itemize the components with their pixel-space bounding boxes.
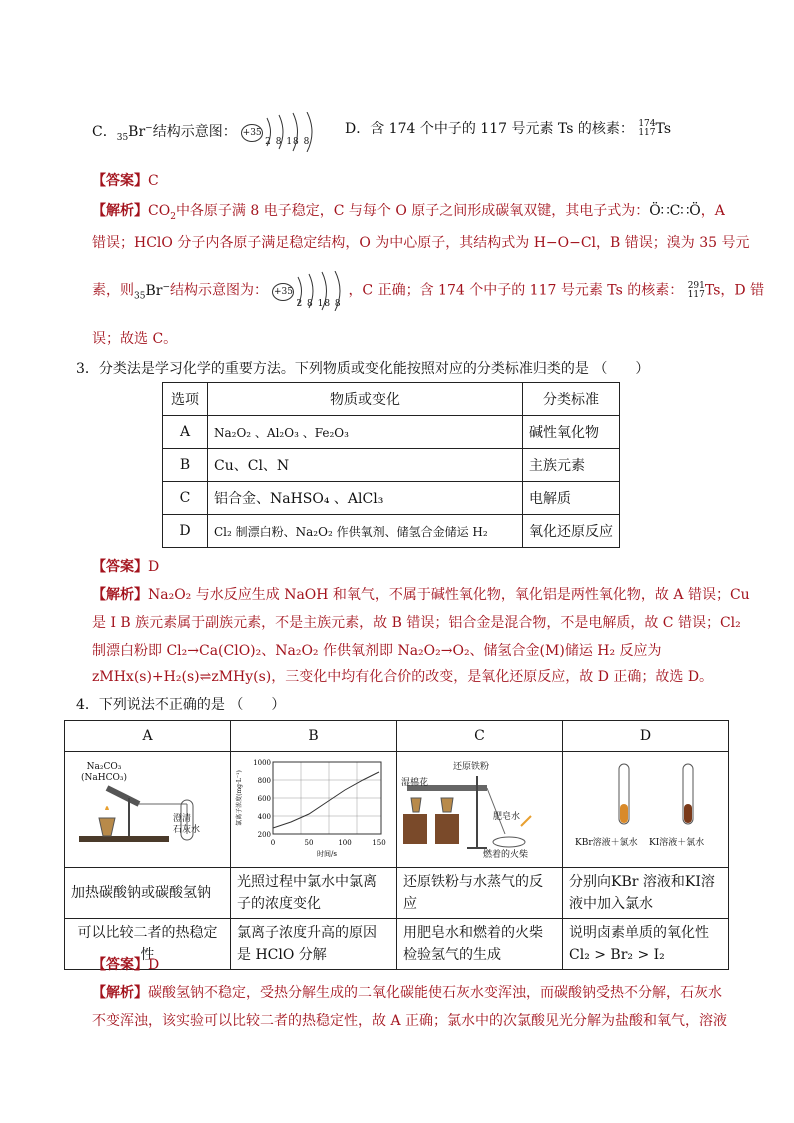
fig-b-ylabel: 氯离子浓度(mg·L⁻¹) xyxy=(236,770,243,826)
q3-analysis-label: 【解析】 xyxy=(92,587,148,603)
q4-answer-label: 【答案】 xyxy=(92,957,148,973)
q4-row2-b: 光照过程中氯水中氯离子的浓度变化 xyxy=(231,868,397,919)
q3-row-a-substance: Na₂O₂ 、Al₂O₃ 、Fe₂O₃ xyxy=(208,416,523,449)
q3-row-d-standard: 氧化还原反应 xyxy=(523,515,620,548)
q3-analysis-text-1: Na₂O₂ 与水反应生成 NaOH 和氧气，不属于碱性氧化物，氧化铝是两性氧化物，故 A 错误；Cu xyxy=(148,587,750,603)
fig-b-ytick-800: 800 xyxy=(257,777,271,785)
q2-analysis-atomic-number: 117 xyxy=(687,289,705,300)
q4-row3-a: 可以比较二者的热稳定性 xyxy=(65,919,231,970)
q3-analysis-line-3: 制漂白粉即 Cl₂→Ca(ClO)₂、Na₂O₂ 作供氧剂即 Na₂O₂→O₂、储氢合金(M)储运 H₂ 反应为 xyxy=(92,643,662,659)
fig-b-xtick-100: 100 xyxy=(338,839,352,847)
q3-header-standard: 分类标准 xyxy=(523,383,620,416)
q4-row2-a: 加热碳酸钠或碳酸氢钠 xyxy=(65,868,231,919)
q3-row-b-substance: Cu、Cl、N xyxy=(208,449,523,482)
q4-table xyxy=(64,720,729,970)
table-row xyxy=(65,868,729,919)
q4-analysis-line-2: 不变浑浊，该实验可以比较二者的热稳定性，故 A 正确；氯水中的次氯酸见光分解为盐酸和氧气，溶液 xyxy=(92,1013,728,1029)
q3-analysis-line-2: 是 I B 族元素属于副族元素，不是主族元素，故 B 错误；铝合金是混合物，不是电解质，故 C 错误；Cl₂ xyxy=(92,615,741,631)
q2-analysis-mass-number: 291 xyxy=(687,280,705,291)
q3-header-substance: 物质或变化 xyxy=(208,383,523,416)
q3-row-b-standard: 主族元素 xyxy=(523,449,620,482)
table-row xyxy=(163,482,620,515)
fig-b-xtick-0: 0 xyxy=(270,839,276,847)
fig-b-xlabel: 时间/s xyxy=(317,850,337,858)
q4-header-a: A xyxy=(65,721,231,752)
fig-b-ytick-200: 200 xyxy=(257,831,271,839)
q3-analysis-line-1 xyxy=(92,584,750,604)
q2-analysis-text-1b: ，A xyxy=(700,203,725,219)
q4-row2-c: 还原铁粉与水蒸气的反应 xyxy=(397,868,563,919)
fig-c-label-match: 燃着的火柴 xyxy=(483,850,529,860)
q4-row3-b: 氯离子浓度升高的原因是 HClO 分解 xyxy=(231,919,397,970)
fig-b-ytick-600: 600 xyxy=(257,795,271,803)
q2-analysis-text-3c: ，C 正确；含 174 个中子的 117 号元素 Ts 的核素： xyxy=(348,282,684,299)
q2-analysis-text-3a: 素，则 xyxy=(92,282,134,299)
chloride-concentration-chart xyxy=(231,752,391,860)
q2-analysis-line-1: 【解析】$CO_2$中各原子满 8 电子稳定，C 与每个 O 原子之间形成碳氧双键，其电子式为：Ö∷C∷Ö，A xyxy=(92,203,725,222)
q4-figure-c xyxy=(397,752,563,868)
br-atom-structure-diagram-2 xyxy=(272,271,348,311)
q2-analysis-line-3: 素，则$_{35}$Br−结构示意图为： +35 2 8 18 8 ，C 正确；含 174 个中子的 117 号元素 Ts 的核素： 291 117Ts，D 错 xyxy=(92,268,764,310)
q4-stem: 4．下列说法不正确的是 （ ） xyxy=(76,697,286,713)
fig-b-xtick-50: 50 xyxy=(304,839,314,847)
fig-c-label-wet-cotton: 湿棉花 xyxy=(401,778,429,788)
fig-d-label-ki: KI溶液＋氯水 xyxy=(649,838,705,848)
q4-figure-b xyxy=(231,752,397,868)
q2-answer-value: C xyxy=(148,173,159,189)
q2-option-c-element: Br xyxy=(128,124,146,140)
q2-option-c-text: 结构示意图： xyxy=(152,124,237,140)
q2-option-d-atomic-number: 117 xyxy=(638,128,656,138)
q2-option-c-label: C． xyxy=(92,124,117,140)
table-row xyxy=(163,449,620,482)
q4-header-b: B xyxy=(231,721,397,752)
fig-a-label-nahco3: (NaHCO₃) xyxy=(81,773,127,783)
fig-a-label-limewater-1: 澄清 xyxy=(173,814,192,824)
q2-option-d-symbol: Ts xyxy=(655,121,672,137)
q3-row-c-standard: 电解质 xyxy=(523,482,620,515)
table-row xyxy=(163,416,620,449)
q4-row3-c: 用肥皂水和燃着的火柴检验氢气的生成 xyxy=(397,919,563,970)
q2-analysis-co2: CO xyxy=(148,203,171,219)
fig-b-ytick-1000: 1000 xyxy=(253,759,271,767)
table-row xyxy=(65,919,729,970)
q2-option-c-atomic-number: 35 xyxy=(116,132,129,143)
q3-row-b-option: B xyxy=(163,449,208,482)
atom-shell-arcs-icon xyxy=(272,271,348,311)
atom-shells-2: 2 8 18 8 xyxy=(296,298,342,309)
q4-figure-d xyxy=(563,752,729,868)
q4-header-c: C xyxy=(397,721,563,752)
q3-row-c-option: C xyxy=(163,482,208,515)
q3-answer xyxy=(92,556,159,576)
q3-row-c-substance: 铝合金、NaHSO₄ 、AlCl₃ xyxy=(208,482,523,515)
q4-row3-d: 说明卤素单质的氧化性 Cl₂ > Br₂ > I₂ xyxy=(563,919,729,970)
q2-analysis-text-1: 中各原子满 8 电子稳定，C 与每个 O 原子之间形成碳氧双键，其电子式为： xyxy=(175,203,650,219)
q3-row-a-option: A xyxy=(163,416,208,449)
fig-c-label-soap-water: 肥皂水 xyxy=(493,812,521,822)
q3-answer-label: 【答案】 xyxy=(92,559,148,575)
table-row xyxy=(163,515,620,548)
q4-figure-a xyxy=(65,752,231,868)
q4-answer xyxy=(92,954,159,974)
q2-analysis-text-3b: 结构示意图为： xyxy=(169,282,268,299)
q2-option-c xyxy=(92,112,321,152)
q4-row2-d: 分别向KBr 溶液和KI溶液中加入氯水 xyxy=(563,868,729,919)
fig-a-label-na2co3: Na₂CO₃ xyxy=(86,762,122,772)
q3-row-a-standard: 碱性氧化物 xyxy=(523,416,620,449)
table-row xyxy=(65,752,729,868)
q2-analysis-nuclide-numbers xyxy=(688,282,705,300)
atom-shells: 2 8 18 8 xyxy=(265,137,311,147)
q2-answer xyxy=(92,170,159,190)
q2-option-d-mass-number: 174 xyxy=(638,119,656,129)
q2-analysis-text-3d: Ts，D 错 xyxy=(704,282,765,299)
q2-option-d xyxy=(345,118,671,138)
q3-table xyxy=(162,382,620,548)
atom-nucleus: +35 xyxy=(241,124,263,142)
table-row xyxy=(163,383,620,416)
fig-b-xtick-150: 150 xyxy=(372,839,386,847)
q3-stem: 3．分类法是学习化学的重要方法。下列物质或变化能按照对应的分类标准归类的是 （ ） xyxy=(76,361,650,377)
q4-analysis-text-1: 碳酸氢钠不稳定，受热分解生成的二氧化碳能使石灰水变浑浊，而碳酸钠受热不分解，石灰水 xyxy=(148,985,722,1001)
q2-option-d-text: D．含 174 个中子的 117 号元素 Ts 的核素： xyxy=(345,121,634,137)
q2-option-d-nuclide-numbers xyxy=(638,120,655,138)
fig-a-label-limewater-2: 石灰水 xyxy=(173,825,201,835)
q4-answer-value: D xyxy=(148,957,160,973)
q2-analysis-line-2: 错误；HClO 分子内各原子满足稳定结构，O 为中心原子，其结构式为 H−O−Cl，B 错误；溴为 35 号元 xyxy=(92,235,750,251)
q4-header-d: D xyxy=(563,721,729,752)
atom-nucleus-2: +35 xyxy=(272,283,294,301)
fig-d-label-kbr: KBr溶液＋氯水 xyxy=(575,838,638,848)
q3-answer-value: D xyxy=(148,559,160,575)
fig-c-label-iron-powder: 还原铁粉 xyxy=(453,762,490,772)
q2-answer-label: 【答案】 xyxy=(92,173,148,189)
co2-electron-formula: Ö∷C∷Ö xyxy=(649,203,701,219)
table-row xyxy=(65,721,729,752)
test-tubes-icon xyxy=(567,758,727,838)
q4-analysis-line-1 xyxy=(92,982,722,1002)
q2-option-c-charge: − xyxy=(145,123,153,134)
br-atom-structure-diagram xyxy=(241,112,321,152)
fig-b-ytick-400: 400 xyxy=(257,813,271,821)
q3-row-d-option: D xyxy=(163,515,208,548)
q2-analysis-label: 【解析】 xyxy=(92,203,148,219)
q3-analysis-line-4: zMHx(s)+H₂(s)⇌zMHy(s)，三变化中均有化合价的改变，是氧化还原反应，故 D 正确；故选 D。 xyxy=(92,669,714,685)
q3-row-d-substance: Cl₂ 制漂白粉、Na₂O₂ 作供氧剂、储氢合金储运 H₂ xyxy=(208,515,523,548)
atom-shell-arcs-icon xyxy=(241,112,321,152)
q3-header-option: 选项 xyxy=(163,383,208,416)
q2-analysis-line-4: 误；故选 C。 xyxy=(92,331,178,347)
q4-analysis-label: 【解析】 xyxy=(92,985,148,1001)
